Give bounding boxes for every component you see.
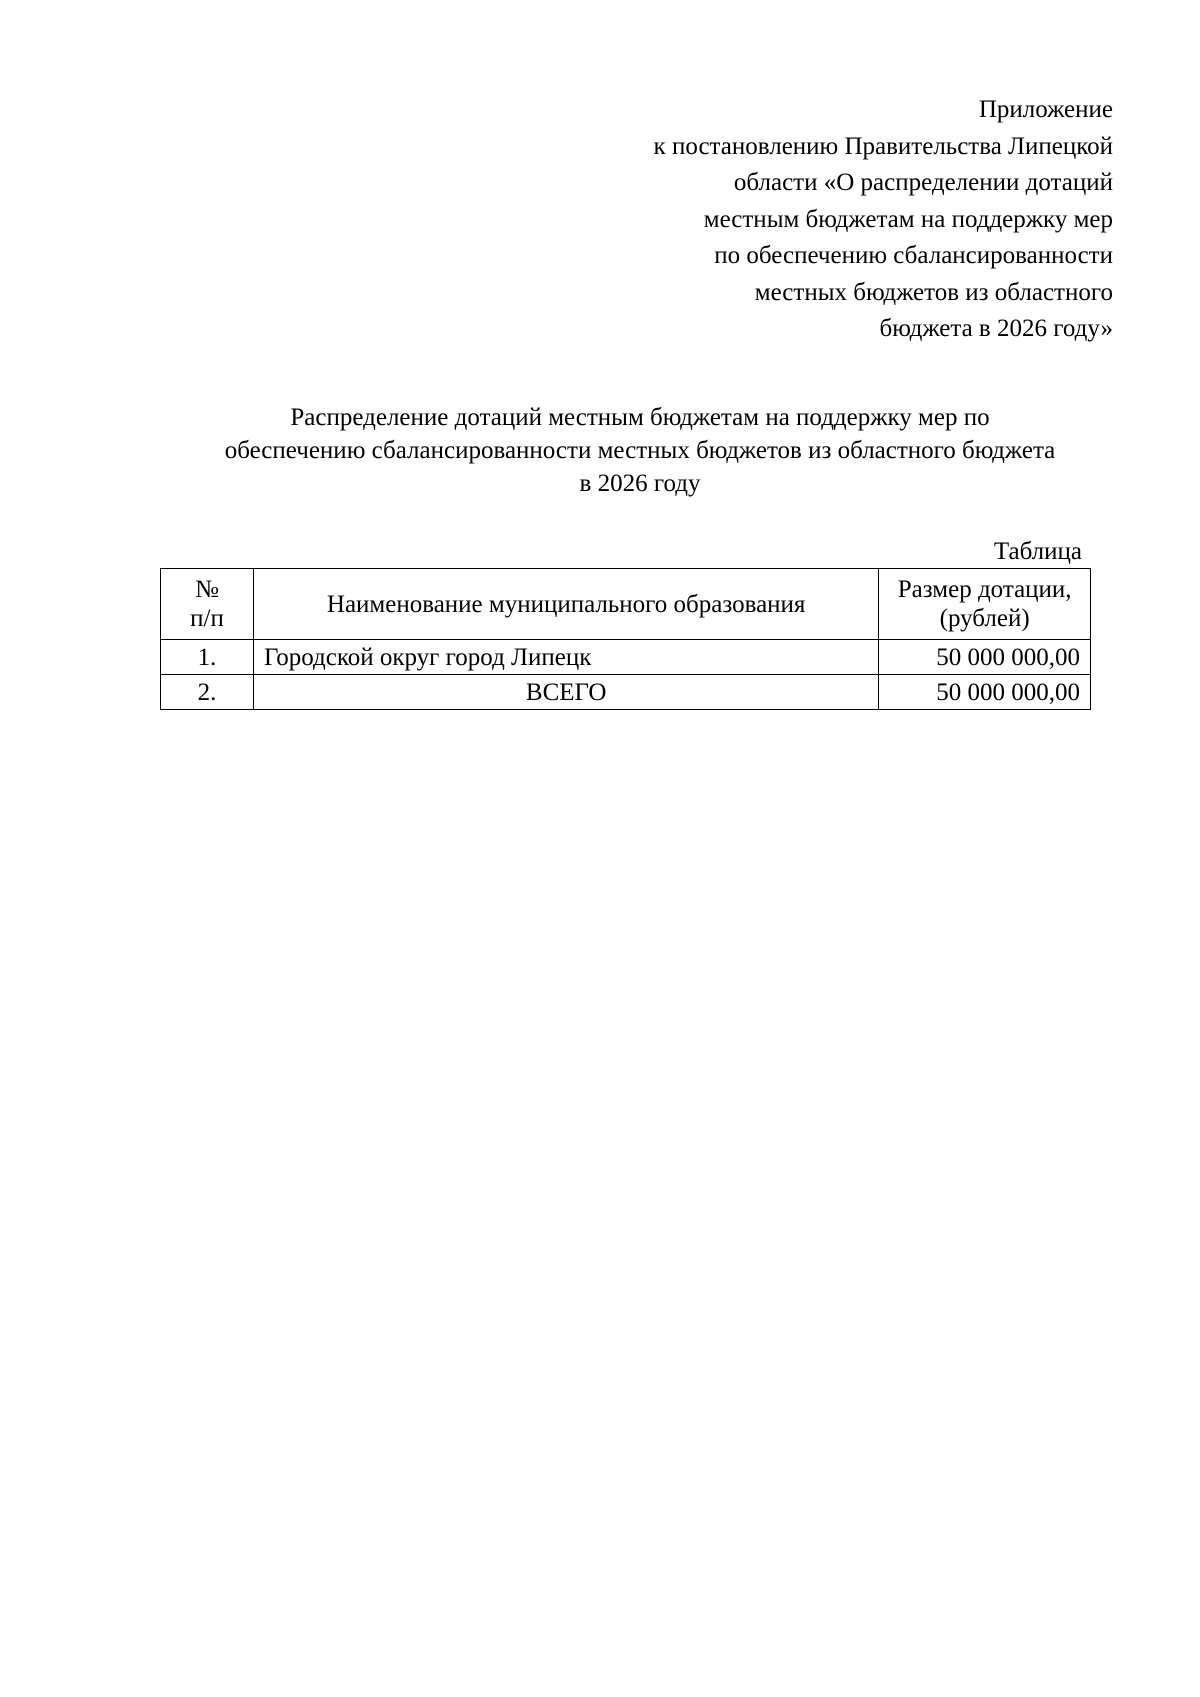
row-amount: 50 000 000,00 [879, 675, 1091, 710]
appendix-line: Приложение [978, 96, 1113, 123]
header-number-symbol: № [195, 576, 219, 603]
appendix-line: местных бюджетов из областного [754, 278, 1113, 306]
appendix-line: бюджета в 2026 году» [879, 315, 1113, 342]
table-caption: Таблица [993, 538, 1082, 565]
header-name: Наименование муниципального образования [254, 569, 879, 640]
title-line: в 2026 году [579, 470, 701, 497]
title-line: обеспечению сбалансированности местных бюджетов из областного бюджета [224, 437, 1056, 464]
appendix-line: области «О распределении дотаций [733, 169, 1113, 196]
row-number: 1. [161, 640, 254, 675]
row-name: ВСЕГО [254, 675, 879, 710]
appendix-line: местным бюджетам на поддержку мер [703, 205, 1113, 233]
header-number [161, 569, 254, 640]
row-amount: 50 000 000,00 [879, 640, 1091, 675]
table-header-row [161, 569, 1091, 640]
header-amount-unit: (рублей) [939, 605, 1030, 632]
allocation-table [160, 568, 1091, 710]
appendix-block [553, 92, 1113, 348]
header-amount [879, 569, 1091, 640]
table-row [161, 640, 1091, 675]
row-name: Городской округ город Липецк [254, 640, 879, 675]
title-line: Распределение дотаций местным бюджетам на поддержку мер по [290, 404, 990, 431]
appendix-line: к постановлению Правительства Липецкой [653, 132, 1113, 160]
table-row-total [161, 675, 1091, 710]
row-number: 2. [161, 675, 254, 710]
header-amount-label: Размер дотации, [897, 576, 1072, 603]
document-title [160, 401, 1120, 500]
appendix-line: по обеспечению сбалансированности [714, 242, 1113, 269]
header-number-abbr: п/п [190, 605, 224, 632]
